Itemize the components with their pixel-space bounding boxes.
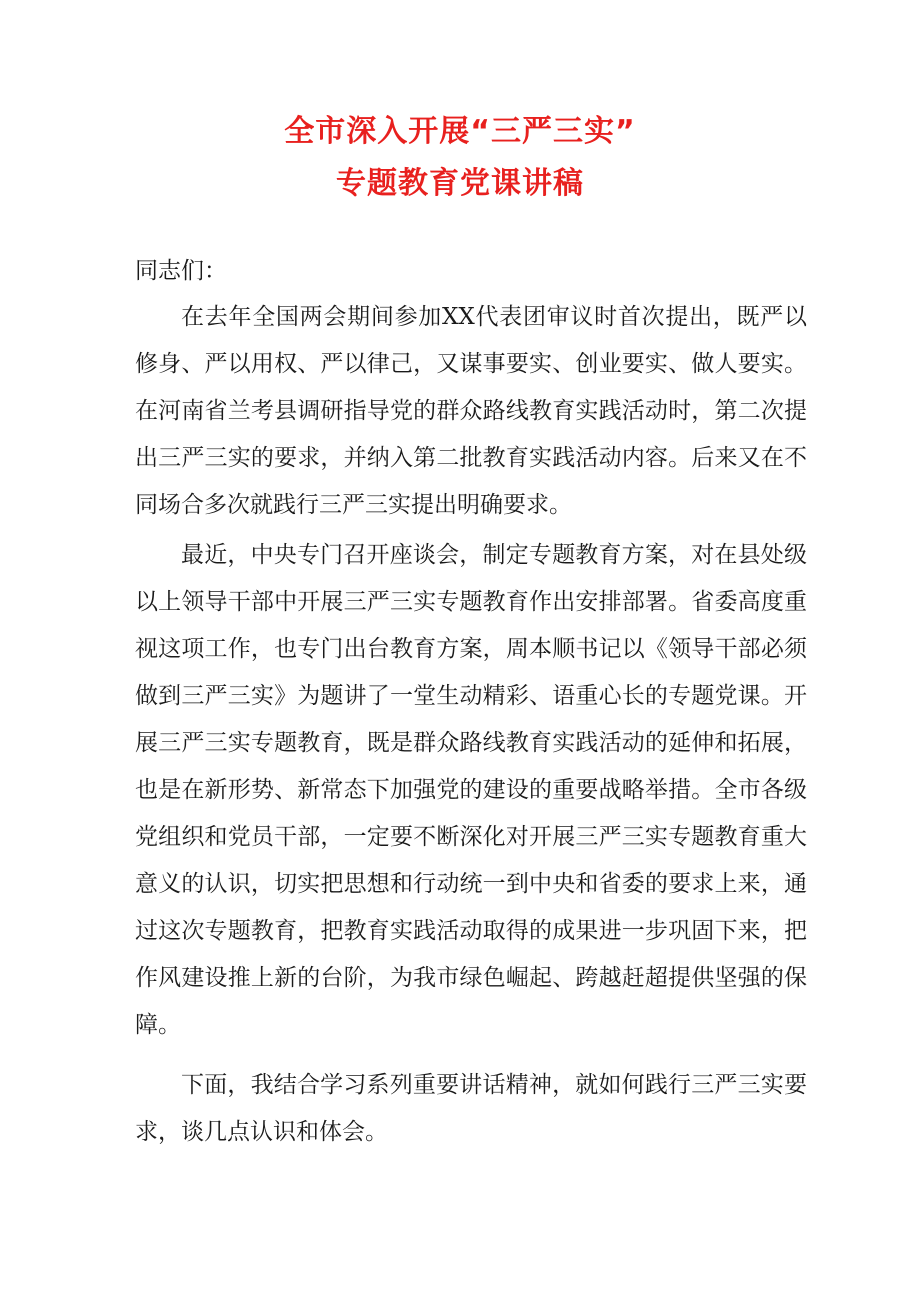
- paragraph-3: 下面，我结合学习系列重要讲话精神，就如何践行三严三实要求，谈几点认识和体会。: [135, 1072, 807, 1145]
- paragraph-2: 最近，中央专门召开座谈会，制定专题教育方案，对在县处级以上领导干部中开展三严三实专题教育作出安排部署。省委高度重视这项工作，也专门出台教育方案，周本顺书记以《领导干部必须做到三严三实》为题讲了一堂生动精彩、语重心长的专题党课。开展三严三实专题教育，既是群众路线教育实践活动的延伸和拓展，也是在新形势、新常态下加强党的建设的重要战略举措。全市各级党组织和党员干部，一定要不断深化对开展三严三实专题教育重大意义的认识，切实把思想和行动统一到中央和省委的要求上来，通过这次专题教育，把教育实践活动取得的成果进一步巩固下来，把作风建设推上新的台阶，为我市绿色崛起、跨越赶超提供坚强的保障。: [135, 542, 807, 1038]
- salutation: 同志们：: [135, 258, 227, 284]
- paragraph-1: 在去年全国两会期间参加XX代表团审议时首次提出，既严以修身、严以用权、严以律己，又谋事要实、创业要实、做人要实。在河南省兰考县调研指导党的群众路线教育实践活动时，第二次提出三严三实的要求，并纳入第二批教育实践活动内容。后来又在不同场合多次就践行三严三实提出明确要求。: [135, 304, 807, 518]
- document-title-line-2: 专题教育党课讲稿: [336, 166, 584, 201]
- document-title-line-1: 全市深入开展“三严三实”: [284, 114, 636, 149]
